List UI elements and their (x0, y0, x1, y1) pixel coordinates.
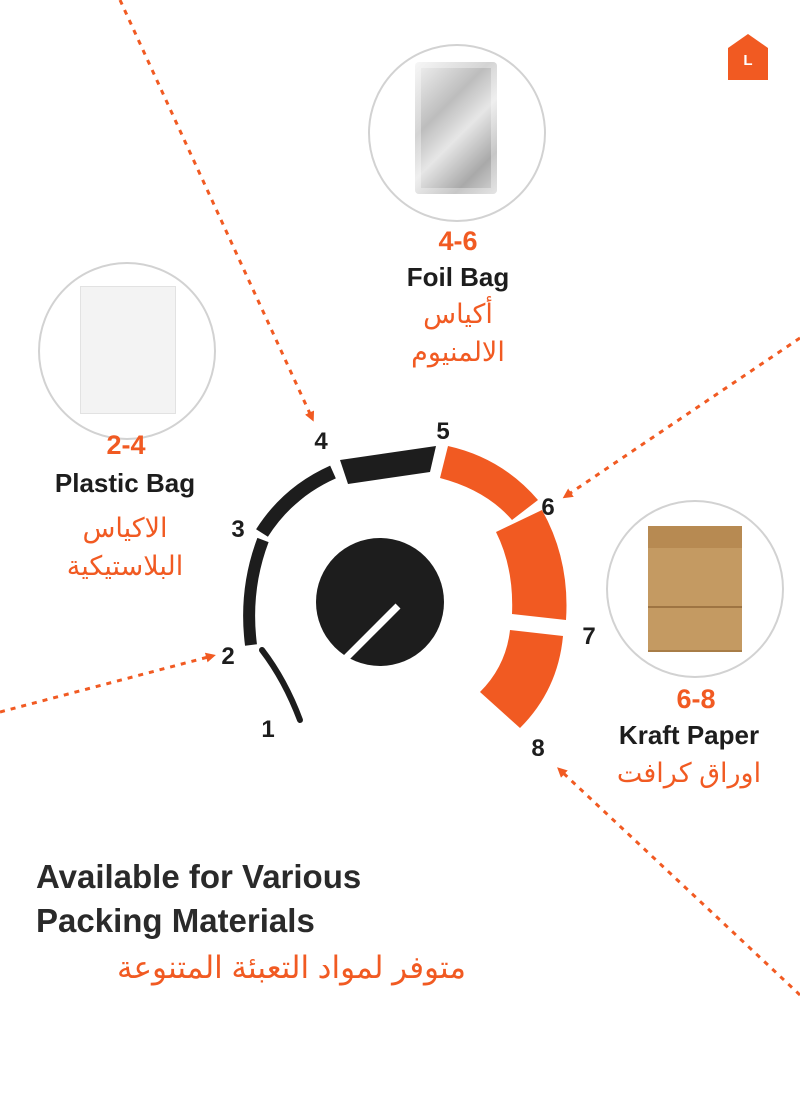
dial-segment-6-7 (496, 510, 567, 620)
dial-level-4: 4 (314, 428, 328, 455)
dial-segment-2-3 (249, 540, 263, 645)
dial-level-6: 6 (541, 494, 555, 521)
dial-level-8: 8 (531, 735, 545, 762)
dial-level-7: 7 (582, 623, 596, 650)
kraft-paper-arabic: اوراق كرافت (616, 758, 762, 788)
dial-segment-4-5 (340, 446, 436, 484)
dial-segment-1-2 (262, 650, 300, 720)
foil-bag-picture (415, 62, 497, 194)
plastic-bag-arabic-2: البلاستيكية (66, 551, 184, 581)
arrow-kraft-bottom (560, 770, 800, 995)
brand-logo-letter: L (743, 52, 753, 69)
headline (36, 855, 556, 943)
dial-knob (316, 538, 444, 666)
headline-line-2: Packing Materials (36, 902, 315, 939)
kraft-paper-picture (648, 526, 742, 652)
plastic-bag-range: 2-4 (106, 430, 146, 460)
plastic-bag-image (38, 262, 216, 440)
kraft-paper-fold (648, 606, 742, 608)
plastic-bag-picture (80, 286, 176, 414)
foil-bag-arabic-1: أكياس (423, 299, 493, 329)
kraft-paper-image (606, 500, 784, 678)
dial-segment-5-6 (440, 446, 538, 520)
dial-level-5: 5 (436, 418, 450, 445)
foil-bag-name: Foil Bag (406, 262, 510, 292)
foil-bag-image (368, 44, 546, 222)
dial-level-3: 3 (231, 516, 245, 543)
foil-bag-range: 4-6 (438, 226, 478, 256)
dial-segment-7-8 (480, 630, 563, 728)
kraft-paper-name: Kraft Paper (618, 720, 760, 750)
arrow-plastic (0, 656, 212, 712)
plastic-bag-name: Plastic Bag (54, 468, 196, 498)
brand-logo (728, 34, 768, 80)
headline-arabic: متوفر لمواد التعبئة المتنوعة (116, 950, 466, 985)
plastic-bag-arabic-1: الاكياس (82, 513, 168, 543)
dial-segment-3-4 (262, 472, 333, 533)
headline-line-1: Available for Various (36, 858, 362, 895)
kraft-paper-range: 6-8 (676, 684, 716, 714)
arrow-kraft-top (566, 338, 800, 496)
foil-bag-arabic-2: الالمنيوم (411, 337, 505, 367)
dial-level-1: 1 (261, 716, 275, 743)
dial-level-2: 2 (221, 643, 235, 670)
